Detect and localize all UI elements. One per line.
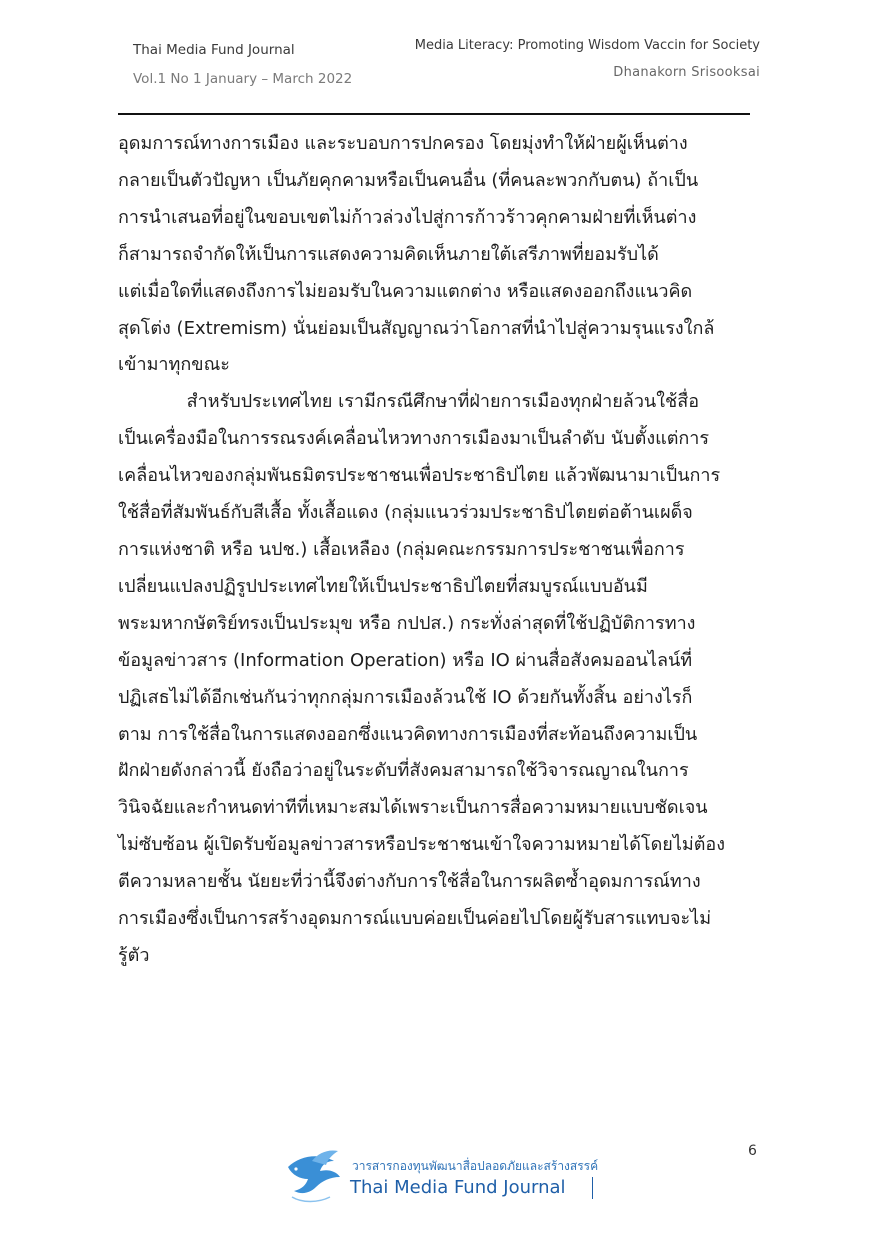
footer-logo bbox=[282, 1147, 602, 1209]
body-line: สุดโต่ง (Extremism) นั่นย่อมเป็นสัญญาณว่าโอกาสที่นำไปสู่ความรุนแรงใกล้ bbox=[118, 317, 715, 339]
body-line: ใช้สื่อที่สัมพันธ์กับสีเสื้อ ทั้งเสื้อแดง (กลุ่มแนวร่วมประชาธิปไตยต่อต้านเผด็จ bbox=[118, 502, 693, 524]
header-right bbox=[415, 36, 760, 83]
body-line: เข้ามาทุกขณะ bbox=[118, 354, 230, 376]
logo-english-text: Thai Media Fund Journal bbox=[350, 1177, 566, 1198]
body-line: ตาม การใช้สื่อในการแสดงออกซึ่งแนวคิดทางการเมืองที่สะท้อนถึงความเป็น bbox=[118, 723, 698, 745]
body-line: รู้ตัว bbox=[118, 944, 150, 966]
body-line: สำหรับประเทศไทย เรามีกรณีศึกษาที่ฝ่ายการเมืองทุกฝ่ายล้วนใช้สื่อ bbox=[118, 391, 700, 413]
header-left bbox=[133, 40, 352, 89]
body-line: เคลื่อนไหวของกลุ่มพันธมิตรประชาชนเพื่อประชาธิปไตย แล้วพัฒนามาเป็นการ bbox=[118, 465, 721, 487]
logo-divider bbox=[592, 1177, 593, 1199]
body-line: ฝักฝ่ายดังกล่าวนี้ ยังถือว่าอยู่ในระดับที่สังคมสามารถใช้วิจารณญาณในการ bbox=[118, 760, 689, 782]
body-line: การเมืองซึ่งเป็นการสร้างอุดมการณ์แบบค่อยเป็นค่อยไปโดยผู้รับสารแทบจะไม่ bbox=[118, 908, 712, 930]
article-author: Dhanakorn Srisooksai bbox=[613, 65, 760, 80]
body-line: การแห่งชาติ หรือ นปช.) เสื้อเหลือง (กลุ่มคณะกรรมการประชาชนเพื่อการ bbox=[118, 538, 685, 560]
body-line: การนำเสนอที่อยู่ในขอบเขตไม่ก้าวล่วงไปสู่การก้าวร้าวคุกคามฝ่ายที่เห็นต่าง bbox=[118, 206, 697, 228]
page-number: 6 bbox=[748, 1143, 757, 1159]
body-line: อุดมการณ์ทางการเมือง และระบอบการปกครอง โดยมุ่งทำให้ฝ่ายผู้เห็นต่าง bbox=[118, 133, 688, 154]
body-line: วินิจฉัยและกำหนดท่าทีที่เหมาะสมได้เพราะเป็นการสื่อความหมายแบบชัดเจน bbox=[118, 797, 708, 819]
journal-volume: Vol.1 No 1 January – March 2022 bbox=[133, 71, 353, 87]
body-line: ตีความหลายชั้น นัยยะที่ว่านี้จึงต่างกับการใช้สื่อในการผลิตซ้ำอุดมการณ์ทาง bbox=[118, 871, 701, 893]
article-title: Media Literacy: Promoting Wisdom Vaccin for Society bbox=[414, 38, 760, 53]
logo-thai-text: วารสารกองทุนพัฒนาสื่อปลอดภัยและสร้างสรรค์ bbox=[352, 1159, 599, 1173]
bird-logo-icon bbox=[282, 1147, 346, 1209]
body-line: ก็สามารถจำกัดให้เป็นการแสดงความคิดเห็นภายใต้เสรีภาพที่ยอมรับได้ bbox=[118, 243, 659, 265]
body-line: ไม่ซับซ้อน ผู้เปิดรับข้อมูลข่าวสารหรือประชาชนเข้าใจความหมายได้โดยไม่ต้อง bbox=[118, 834, 726, 856]
body-line: พระมหากษัตริย์ทรงเป็นประมุข หรือ กปปส.) กระทั่งล่าสุดที่ใช้ปฏิบัติการทาง bbox=[118, 612, 696, 634]
body-text bbox=[118, 126, 758, 975]
header-divider bbox=[118, 113, 750, 115]
body-line: เปลี่ยนแปลงปฏิรูปประเทศไทยให้เป็นประชาธิปไตยที่สมบูรณ์แบบอันมี bbox=[118, 575, 648, 597]
body-line: แต่เมื่อใดที่แสดงถึงการไม่ยอมรับในความแตกต่าง หรือแสดงออกถึงแนวคิด bbox=[118, 280, 693, 302]
body-line: กลายเป็นตัวปัญหา เป็นภัยคุกคามหรือเป็นคนอื่น (ที่คนละพวกกับตน) ถ้าเป็น bbox=[118, 169, 699, 191]
body-line: ปฏิเสธไม่ได้อีกเช่นกันว่าทุกกลุ่มการเมืองล้วนใช้ IO ด้วยกันทั้งสิ้น อย่างไรก็ bbox=[118, 686, 693, 708]
body-line: เป็นเครื่องมือในการรณรงค์เคลื่อนไหวทางการเมืองมาเป็นลำดับ นับตั้งแต่การ bbox=[118, 428, 710, 450]
body-line: ข้อมูลข่าวสาร (Information Operation) หรือ IO ผ่านสื่อสังคมออนไลน์ที่ bbox=[118, 649, 693, 671]
journal-name: Thai Media Fund Journal bbox=[133, 42, 295, 58]
